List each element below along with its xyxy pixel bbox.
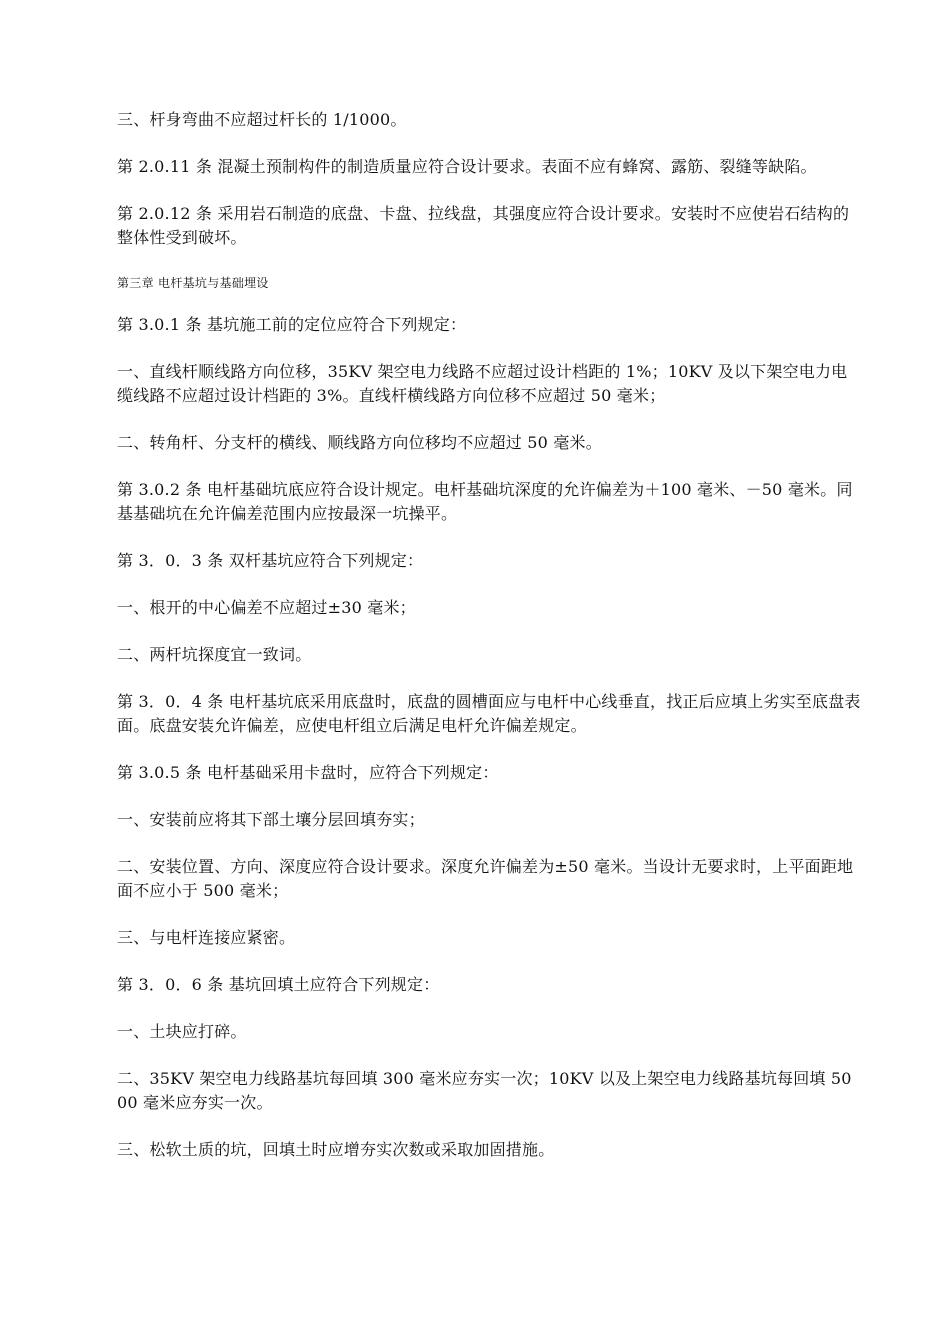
clause-3-0-1: 第 3.0.1 条 基坑施工前的定位应符合下列规定： [117,315,467,334]
clause-item: 二、安装位置、方向、深度应符合设计要求。深度允许偏差为±50 毫米。当设计无要求时，上平面距地面不应小于 500 毫米； [117,857,854,900]
clause-item: 二、35KV 架空电力线路基坑每回填 300 毫米应夯实一次；10KV 以及上架空电力线路基坑每回填 5000 毫米应夯实一次。 [117,1069,852,1112]
clause-2-0-11: 第 2.0.11 条 混凝土预制构件的制造质量应符合设计要求。表面不应有蜂窝、露筋、裂缝等缺陷。 [117,157,817,176]
clause-3-0-5: 第 3.0.5 条 电杆基础采用卡盘时，应符合下列规定： [117,763,499,782]
clause-item: 三、松软土质的坑，回填土时应增夯实次数或采取加固措施。 [117,1140,555,1159]
clause-item: 三、与电杆连接应紧密。 [117,928,296,947]
clause-2-0-12: 第 2.0.12 条 采用岩石制造的底盘、卡盘、拉线盘，其强度应符合设计要求。安装时不应使岩石结构的整体性受到破坏。 [117,204,850,247]
clause-item: 三、杆身弯曲不应超过杆长的 1/1000。 [117,110,407,129]
clause-3-0-3: 第 3．0．3 条 双杆基坑应符合下列规定： [117,551,424,570]
clause-item: 二、转角杆、分支杆的横线、顺线路方向位移均不应超过 50 毫米。 [117,433,602,452]
clause-3-0-2: 第 3.0.2 条 电杆基础坑底应符合设计规定。电杆基础坑深度的允许偏差为＋100 毫米、－50 毫米。同基基础坑在允许偏差范围内应按最深一坑操平。 [117,480,853,523]
clause-item: 一、安装前应将其下部土壤分层回填夯实； [117,810,425,829]
clause-item: 一、土块应打碎。 [117,1022,247,1041]
chapter-heading: 第三章 电杆基坑与基础埋设 [117,276,269,290]
document-body [117,108,862,1185]
clause-item: 一、直线杆顺线路方向位移，35KV 架空电力线路不应超过设计档距的 1%；10KV 及以下架空电力电缆线路不应超过设计档距的 3%。直线杆横线路方向位移不应超过 50 毫米； [117,362,848,405]
clause-3-0-4: 第 3．0．4 条 电杆基坑底采用底盘时，底盘的圆槽面应与电杆中心线垂直，找正后应填上劣实至底盘表面。底盘安装允许偏差，应使电杆组立后满足电杆允许偏差规定。 [117,692,861,735]
clause-3-0-6: 第 3．0．6 条 基坑回填土应符合下列规定： [117,975,440,994]
clause-item: 一、根开的中心偏差不应超过±30 毫米； [117,598,416,617]
clause-item: 二、两杆坑探度宜一致词。 [117,645,312,664]
